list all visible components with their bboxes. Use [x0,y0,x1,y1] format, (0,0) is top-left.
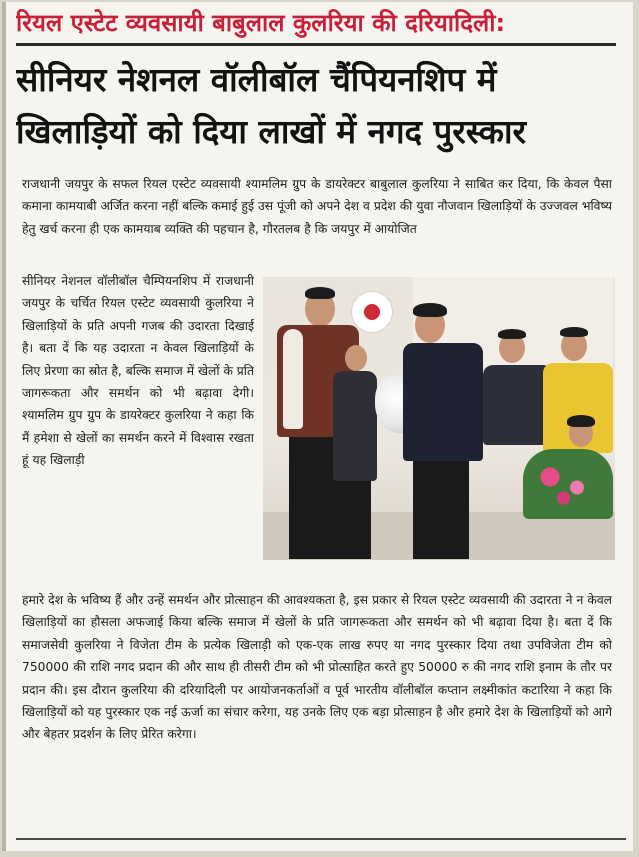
flower-arrangement-icon [523,449,613,519]
flag-emblem-icon [351,291,393,333]
headline-line-2: खिलाड़ियों को दिया लाखों में नगद पुरस्कार [16,112,527,151]
person-jacket [333,371,377,481]
person-hair [305,287,335,299]
article-paragraph-intro: राजधानी जयपुर के सफल रियल एस्टेट व्यवसायी श्यामलिम ग्रुप के डायरेक्टर बाबुलाल कुलरिया ने साबित कर दिया, कि केवल पैसा कमाना कामयाबी अर्जित करना नहीं बल्कि कमाई हुई उस पूंजी को अपने देश व प्रदेश की युवा नौजवान खिलाड़ियों के उज्जवल भविष्य हेतु खर्च करना ही एक कामयाब व्यक्ति की पहचान है, गौरतलब है कि जयपुर में आयोजित [22,177,612,236]
person-trousers [413,461,469,559]
person-blazer [403,343,483,461]
news-photo [263,277,615,560]
person-trousers [341,481,371,559]
headline-line-1: सीनियर नेशनल वॉलीबॉल चैंपियनशिप में [16,60,497,99]
headline-divider [16,43,616,46]
person-shirt [283,329,303,429]
article-paragraph-continued: हमारे देश के भविष्य हैं और उन्हें समर्थन और प्रोत्साहन की आवश्यकता है, इस प्रकार से रियल एस्टेट व्यवसायी की उदारता ने न केवल खिलाड़ियों का हौसला अफजाई किया बल्कि समाज में खेलों के प्रति जागरूकता और समर्थन को भी बढ़ावा दिया है। बता दें कि समाजसेवी कुलरिया ने विजेता टीम के प्रत्येक खिलाड़ी को एक-एक लाख रुपए या नगद पुरस्कार दिया तथा उपविजेता टीम को 750000 की राशि नगद प्रदान की और साथ ही तीसरी टीम को भी प्रोत्साहित करते हुए 50000 रु की नगद राशि इनाम के तौर पर प्रदान की। इस दौरान कुलरिया की दरियादिली पर आयोजनकर्ताओं व पूर्व भारतीय वॉलीबॉल कप्तान लक्ष्मीकांत कटारिया ने कहा कि खिलाड़ियों को यह पुरस्कार एक नई ऊर्जा का संचार करेगा, यह उनके लिए एक बड़ा प्रोत्साहन है और हमारे देश के खिलाड़ियों को आगे और बेहतर प्रदर्शन के लिए प्रेरित करेगा। [22,593,612,742]
person-hair [567,415,595,427]
newspaper-clipping [2,2,633,851]
person-head [345,345,367,371]
kicker-headline: रियल एस्टेट व्यवसायी बाबुलाल कुलरिया की दरियादिली: [16,9,506,37]
person-hair [498,329,526,339]
article-paragraph-column: सीनियर नेशनल वॉलीबॉल चैम्पियनशिप में राजधानी जयपुर के चर्चित रियल एस्टेट व्यवसायी कुलरिया ने खिलाड़ियों के प्रति अपनी गजब की उदारता दिखाई है। बता दें कि यह उदारता न केवल खिलाड़ियों के लिए प्रेरणा का स्रोत है, बल्कि समाज में खेलों के प्रति जागरूकता और समर्थन को भी बढ़ावा देगी। श्यामलिम ग्रुप ग्रुप के डायरेक्टर कुलरिया ने कहा कि मैं हमेशा से खेलों का समर्थन करने में विश्वास रखता हूं यह खिलाड़ी [22,274,254,468]
person-hair [560,327,588,337]
bottom-divider [16,838,626,840]
person-hair [413,303,447,317]
